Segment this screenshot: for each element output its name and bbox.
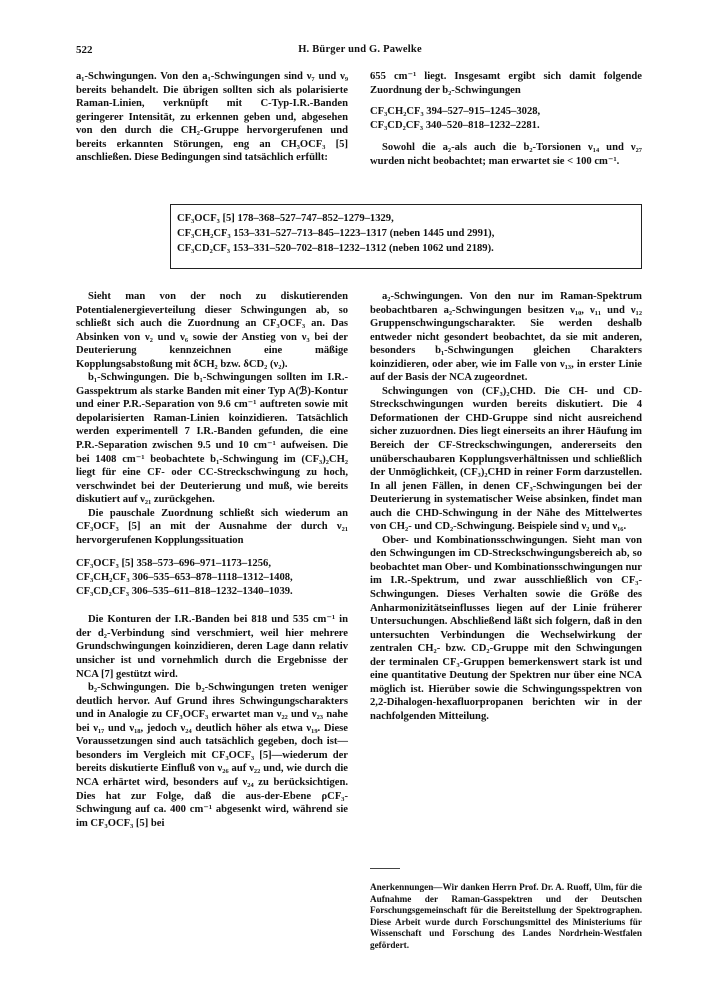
acknowledgement: Anerkennungen—Wir danken Herrn Prof. Dr. A. Ruoff, Ulm, für die Aufnahme der Raman-Gasspektren und der Deutschen Forschungsgemeinschaft für die Bereitstellung der Spektrographen. Diese Arbeit wurde durch Forschungsmittel des Ministeriums für Wissenschaft und Forschung des Landes Nordrhein-Westfalen gefördert. (370, 882, 642, 950)
left-paragraph-1: Sieht man von der noch zu diskutierenden Potentialenergieverteilung dieser Schwingungen ab, so schließt sich auch die Zuordnung an CF₃OCF₃ an. Das Absinken von ν₂ und ν₆ sowie der Anstieg von ν₃ bei der Deuterierung kennzeichnen eine mäßige Kopplungsabstoßung mit δCH₂ bzw. δCD₂ (ν₂). (76, 291, 348, 370)
formula-line: CF₃CD₂CF₃ 306–535–611–818–1232–1340–1039. (76, 586, 293, 598)
page-number: 522 (76, 44, 93, 56)
formula-line: CF₃CH₂CF₃ 394–527–915–1245–3028, (370, 106, 541, 118)
main-right-column (370, 290, 642, 724)
footnote-rule (370, 868, 400, 869)
right-paragraph-overtones: Ober- und Kombinationsschwingungen. Sieht man von den Schwingungen im CD-Streckschwingungsbereich ab, so beobachtet man Ober- und Kombinationsschwingungen nur im I.R.-Spektrum, und zwar ausschließlich von CF₃-Schwingungen. Dieses Verhalten sowie die Größe des Anharmonizitätseinflusses liegen auf der Linie früherer Untersuchungen. Abschließend läßt sich folgern, daß in den untersuchten Verbindungen die Wechselwirkung der zentralen CH₂- bzw. CD₂-Gruppe mit den Schwingungen der terminalen CF₃-Gruppen bemerkenswert stark ist und eine quantitative Deutung der Spektren nur über eine NCA möglich ist. Hierüber sowie die Schwingungsspektren von 2,2-Dihalogen-hexafluorpropanen berichten wir in der nachfolgenden Mitteilung. (370, 534, 642, 722)
top-right-column (370, 70, 642, 168)
top-left-column (76, 70, 348, 165)
left-paragraph-b1: b₁-Schwingungen. Die b₁-Schwingungen sollten im I.R.-Gasspektrum als starke Banden mit einer Typ A(ℬ)-Kontur und einer P.R.-Separation von 9.6 cm⁻¹ auftreten sowie mit depolarisierten Raman-Linien koinzidieren. Tatsächlich werden experimentell 7 I.R.-Banden gefunden, die eine P.R.-Separation zwischen 9.5 und 10 cm⁻¹ aufweisen. Die bei 1408 cm⁻¹ beobachtete b₁-Schwingung im (CF₃)₂CH₂ liegt für eine CF- oder CC-Streckschwingung zu hoch, verschwindet bei der Deuterierung und muß, wie bereits diskutiert auf ν₂₁ zurückgehen. (76, 372, 348, 506)
left-paragraph-4: Die Konturen der I.R.-Banden bei 818 und 535 cm⁻¹ in der d₂-Verbindung sind verschmiert, weil hier mehrere Grundschwingungen koinzidieren, deren Lage dann relativ unsicher ist und vornehmlich durch die Ergebnisse der NCA [7] gestützt wird. (76, 614, 348, 680)
b2-summary-paragraph: 655 cm⁻¹ liegt. Insgesamt ergibt sich damit folgende Zuordnung der b₂-Schwingungen (370, 71, 642, 96)
main-left-column (76, 290, 348, 830)
page-header (76, 44, 644, 60)
running-head: H. Bürger und G. Pawelke (298, 44, 422, 55)
box-formula-line: CF₃CH₂CF₃ 153–331–527–713–845–1223–1317 (neben 1445 und 2991), (177, 228, 495, 239)
box-formula-line: CF₃OCF₃ [5] 178–368–527–747–852–1279–1329, (177, 213, 394, 224)
right-paragraph-chd: Schwingungen von (CF₃)₂CHD. Die CH- und CD-Streckschwingungen wurden bereits diskutiert. Die 4 Deformationen der CHD-Gruppe sind nicht ausreichend sicher zuzuordnen. Dies liegt einerseits an ihrer Häufung im Bereich der CF-Streckschwingungen, andererseits den unüberschaubaren Kopplungsverhältnissen und schließlich der Unmöglichkeit, (CF₃)₂CHD in reiner Form darzustellen. In all jenen Fällen, in denen CF₃-Schwingungen bei der Deuterierung in systematischer Weise absinken, findet man auch die CHD-Schwingung in der Nähe des Mittelwertes von CH₂- und CD₂-Schwingung. Beispiele sind ν₂ und ν₁₆. (370, 385, 642, 533)
a1-paragraph: a₁-Schwingungen. Von den a₁-Schwingungen sind ν₇ und ν₉ bereits behandelt. Die übrigen sollten sich als polarisierte Raman-Linien, verknüpft mit C-Typ-I.R.-Banden geringerer Intensität, zu erkennen geben und, abgesehen von den durch die CH₂-Gruppe hervorgerufenen und bereits erkannten Störungen, eng an CH₃OCF₃ [5] anschließen. Diese Bedingungen sind tatsächlich erfüllt: (76, 71, 348, 164)
right-paragraph-a2: a₂-Schwingungen. Von den nur im Raman-Spektrum beobachtbaren a₂-Schwingungen besitzen ν₁₀, ν₁₁ und ν₁₂ Gruppenschwingungscharakter. Sie werden deshalb entweder nicht gesondert beobachtet, da sie mit anderen, besonders b₁-Schwingungen gleichen Charakters koinzidieren, oder aber, wie im Falle von ν₁₃, in erster Linie auf der Basis der NCA zugeordnet. (370, 291, 642, 384)
box-formula-line: CF₃CD₂CF₃ 153–331–520–702–818–1232–1312 (neben 1062 und 2189). (177, 243, 494, 254)
formula-line: CF₃CH₂CF₃ 306–535–653–878–1118–1312–1408, (76, 572, 293, 584)
formula-line: CF₃CD₂CF₃ 340–520–818–1232–2281. (370, 120, 540, 132)
left-paragraph-3: Die pauschale Zuordnung schließt sich wiederum an CF₃OCF₃ [5] an mit der Ausnahme der durch ν₂₁ hervorgerufenen Kopplungssituation (76, 507, 348, 546)
a1-assignment-box (170, 204, 642, 269)
b1-formula-block (76, 557, 348, 599)
b2-formula-block (370, 105, 642, 133)
left-paragraph-b2: b₂-Schwingungen. Die b₂-Schwingungen treten weniger deutlich hervor. Auf Grund ihres Schwingungscharakters und in Analogie zu CF₃OCF₃ erwartet man ν₂₂ und ν₂₃ nahe bei ν₁₇ und ν₁₈, jedoch ν₂₄ deutlich höher als etwa ν₁₉. Diese Voraussetzungen sind auch tatsächlich gegeben, doch ist—besonders im Vergleich mit CF₃OCF₃ [5]—wiederum der bereits diskutierte Einfluß von ν₂₆ auf ν₂₂ und, wie durch die NCA erhärtet wird, besonders auf ν₂₄ zu berücksichtigen. Dies hat zur Folge, daß die aus-der-Ebene ρCF₃-Schwingung auf ca. 400 cm⁻¹ abgesenkt wird, während sie im CF₃OCF₃ [5] bei (76, 682, 348, 829)
torsion-paragraph: Sowohl die a₂-als auch die b₂-Torsionen ν₁₄ und ν₂₇ wurden nicht beobachtet; man erwartet sie < 100 cm⁻¹. (370, 142, 642, 167)
formula-line: CF₃OCF₃ [5] 358–573–696–971–1173–1256, (76, 558, 271, 570)
